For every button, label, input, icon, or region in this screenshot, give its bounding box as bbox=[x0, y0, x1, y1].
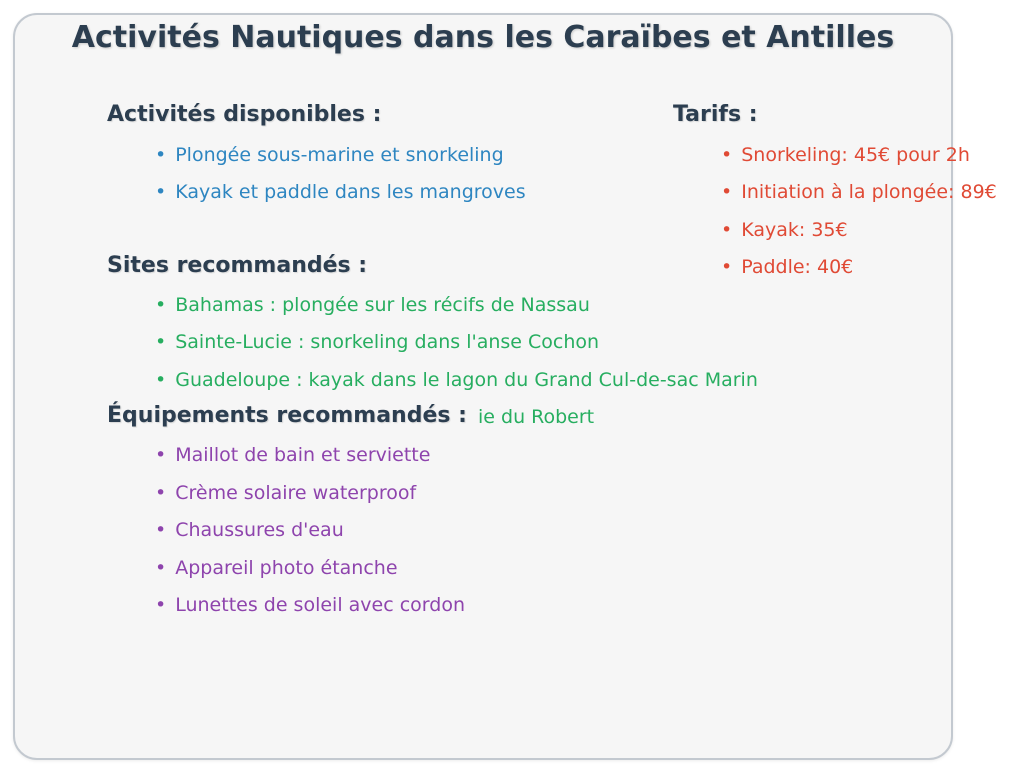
equipment-item-label: Maillot de bain et serviette bbox=[175, 444, 431, 466]
bullet: • bbox=[721, 181, 733, 203]
site-item-label: Sainte-Lucie : snorkeling dans l'anse Cochon bbox=[175, 331, 600, 353]
bullet: • bbox=[155, 557, 167, 579]
bullet: • bbox=[155, 444, 167, 466]
sites-heading: Sites recommandés : bbox=[107, 253, 368, 278]
bullet: • bbox=[155, 181, 167, 203]
equipment-heading: Équipements recommandés : bbox=[107, 403, 467, 428]
tarif-item-paddle bbox=[721, 256, 853, 278]
site-item-sainte-lucie bbox=[155, 331, 599, 353]
equipment-item-swimsuit bbox=[155, 444, 430, 466]
bullet: • bbox=[721, 144, 733, 166]
activity-item-kayak bbox=[155, 181, 526, 203]
equipment-item-water-shoes bbox=[155, 519, 344, 541]
site-item-label: Bahamas : plongée sur les récifs de Nassau bbox=[175, 294, 590, 316]
tarif-item-label: Initiation à la plongée: 89€ bbox=[741, 181, 997, 203]
bullet: • bbox=[155, 369, 167, 391]
bullet: • bbox=[721, 256, 733, 278]
activity-item-diving bbox=[155, 144, 504, 166]
tarif-item-label: Snorkeling: 45€ pour 2h bbox=[741, 144, 970, 166]
activity-item-label: Kayak et paddle dans les mangroves bbox=[175, 181, 526, 203]
tarif-item-kayak bbox=[721, 219, 848, 241]
bullet: • bbox=[721, 219, 733, 241]
tarif-item-diving bbox=[721, 181, 997, 203]
tarif-item-snorkeling bbox=[721, 144, 970, 166]
equipment-item-label: Appareil photo étanche bbox=[175, 557, 398, 579]
site-item-guadeloupe bbox=[155, 369, 758, 391]
bullet: • bbox=[155, 331, 167, 353]
site-item-label: Guadeloupe : kayak dans le lagon du Grand Cul-de-sac Marin bbox=[175, 369, 758, 391]
page-title: Activités Nautiques dans les Caraïbes et Antilles bbox=[71, 20, 895, 55]
equipment-item-sunscreen bbox=[155, 482, 416, 504]
bullet: • bbox=[155, 294, 167, 316]
site-item-overlapped-fragment: ie du Robert bbox=[478, 406, 595, 428]
bullet: • bbox=[155, 594, 167, 616]
bullet: • bbox=[155, 144, 167, 166]
bullet: • bbox=[155, 482, 167, 504]
activities-heading: Activités disponibles : bbox=[107, 102, 382, 127]
site-item-bahamas bbox=[155, 294, 590, 316]
bullet: • bbox=[155, 519, 167, 541]
equipment-item-sunglasses bbox=[155, 594, 465, 616]
equipment-item-camera bbox=[155, 557, 398, 579]
tarif-item-label: Kayak: 35€ bbox=[741, 219, 848, 241]
equipment-item-label: Chaussures d'eau bbox=[175, 519, 344, 541]
tarif-item-label: Paddle: 40€ bbox=[741, 256, 854, 278]
activity-item-label: Plongée sous-marine et snorkeling bbox=[175, 144, 504, 166]
equipment-item-label: Crème solaire waterproof bbox=[175, 482, 417, 504]
tarifs-heading: Tarifs : bbox=[673, 102, 758, 127]
equipment-item-label: Lunettes de soleil avec cordon bbox=[175, 594, 465, 616]
